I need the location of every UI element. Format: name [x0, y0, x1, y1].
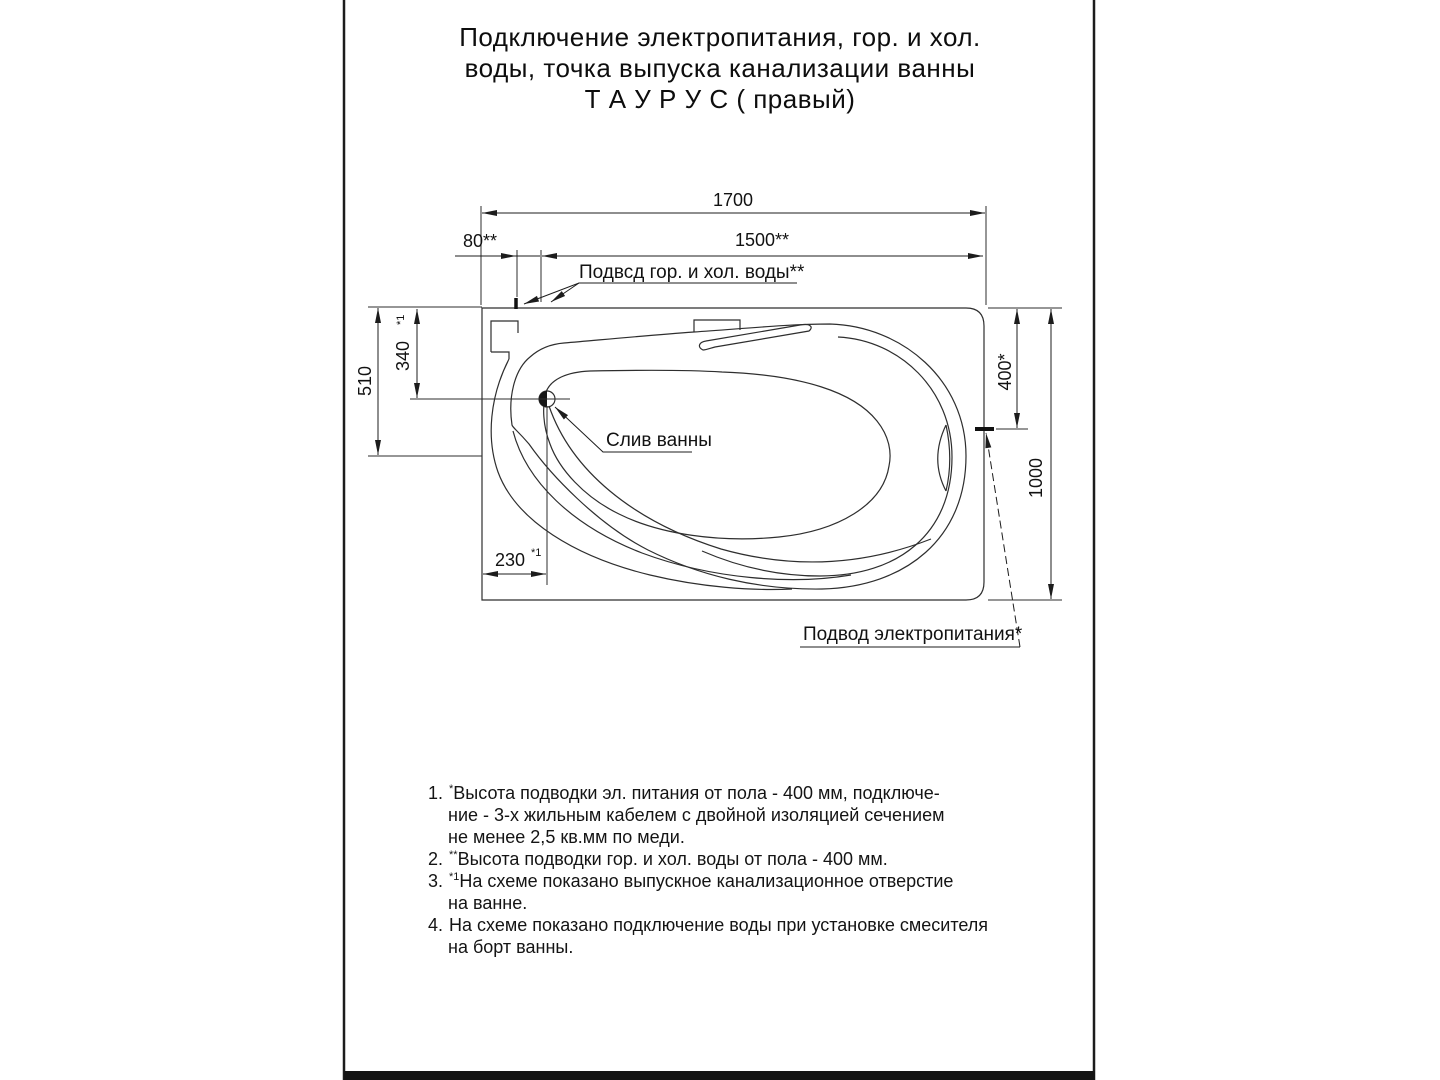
- dim-text: 1000: [1026, 457, 1046, 499]
- dim-sup-text: *1: [395, 314, 407, 325]
- apron-curve-2: [513, 431, 851, 580]
- dim-text: 230: [494, 550, 526, 570]
- note-marker: *1: [449, 871, 460, 883]
- dimension-lines: [355, 190, 1051, 599]
- leader-line: [986, 433, 1020, 647]
- dim-text: 340: [393, 340, 413, 372]
- note-marker: **: [449, 849, 458, 861]
- note-number: 3.: [428, 871, 444, 891]
- note-1-line-2: ние - 3-х жильным кабелем с двойной изоляцией сечением: [448, 805, 945, 825]
- drain-label: Слив ванны: [606, 430, 712, 451]
- note-text: Высота подводки гор. и хол. воды от пола - 400 мм.: [457, 849, 888, 869]
- dim-340: [393, 309, 417, 398]
- power-callout: [800, 433, 1023, 647]
- note-number: 2.: [428, 849, 444, 869]
- dim-text: 1500**: [734, 230, 790, 250]
- dim-sup-text: *1: [531, 547, 542, 559]
- note-4-line-2: на борт ванны.: [448, 937, 574, 957]
- panel-outline: [482, 308, 984, 600]
- note-1-line-1: [428, 782, 1048, 804]
- note-1-line-3: не менее 2,5 кв.мм по меди.: [448, 827, 685, 847]
- notes-block: [428, 782, 1048, 958]
- note-text: На схеме показано выпускное канализационное отверстие: [459, 871, 954, 891]
- dim-1500: [542, 230, 983, 256]
- water-supply-label: Подвсд гор. и хол. воды**: [579, 262, 805, 283]
- water-supply-callout: [524, 262, 805, 304]
- title-line-1: Подключение электропитания, гор. и хол.: [459, 22, 981, 52]
- dim-400: [995, 309, 1017, 428]
- title-line-3: Т А У Р У С ( правый): [584, 84, 856, 114]
- note-number: 4.: [428, 915, 444, 935]
- bathtub-outline-group: [482, 308, 984, 600]
- note-3-line-2: на ванне.: [448, 893, 528, 913]
- note-marker: *: [449, 783, 454, 795]
- power-label: Подвод электропитания*: [803, 624, 1023, 645]
- tub-rim: [511, 324, 966, 589]
- dim-text: 510: [355, 365, 375, 397]
- note-3-line-1: [428, 870, 1048, 892]
- leader-line: [524, 283, 797, 304]
- tub-basin: [544, 370, 890, 538]
- note-number: 1.: [428, 783, 444, 803]
- seat-lens: [938, 425, 950, 491]
- dim-510: [355, 308, 378, 455]
- note-4-line-1: [428, 914, 1048, 936]
- dim-80: [455, 231, 540, 256]
- dim-230: [483, 547, 546, 574]
- note-text: На схеме показано подключение воды при установке смесителя: [449, 915, 989, 935]
- note-2-line-1: [428, 848, 1048, 870]
- apron-notch: [491, 321, 518, 359]
- title-line-2: воды, точка выпуска канализации ванны: [464, 53, 976, 83]
- dim-1000: [1026, 309, 1051, 599]
- dim-text: 1700: [712, 190, 754, 210]
- dim-1700: [482, 190, 985, 213]
- drain-callout: [555, 407, 712, 452]
- dim-text: 400*: [995, 353, 1015, 391]
- dim-text: 80**: [462, 231, 498, 251]
- note-text: Высота подводки эл. питания от пола - 400 мм, подключе-: [453, 783, 940, 803]
- headrest-rail: [699, 324, 811, 350]
- sheet-bottom-bar: [344, 1071, 1095, 1080]
